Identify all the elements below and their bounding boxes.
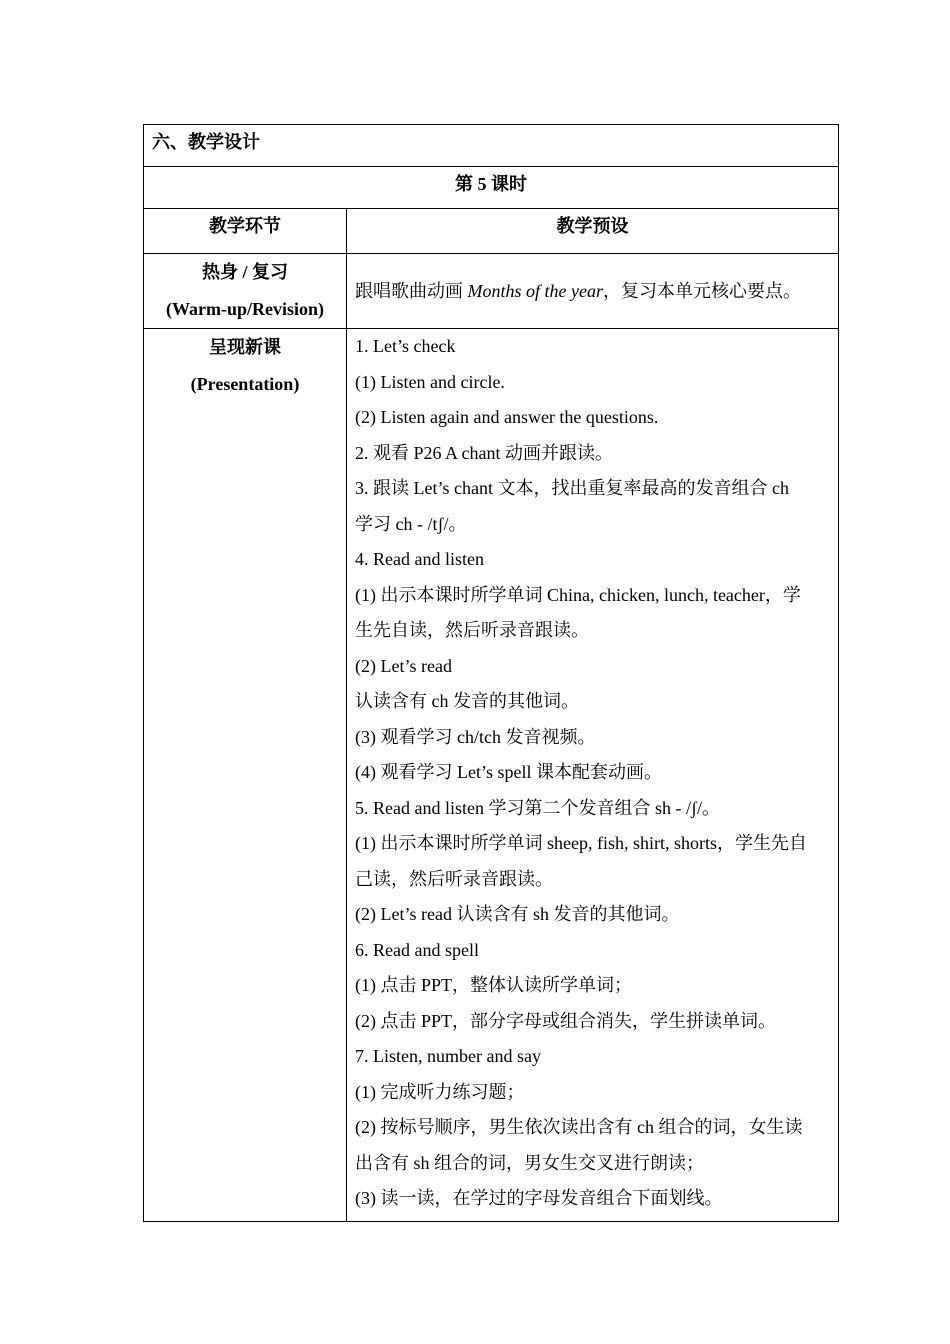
section-title: 六、教学设计 (144, 125, 839, 167)
presentation-line: (1) Listen and circle. (355, 371, 505, 392)
warmup-stage (144, 254, 347, 329)
presentation-line: 4. Read and listen (355, 549, 484, 569)
section-title-row (144, 125, 839, 167)
header-stage: 教学环节 (144, 209, 347, 254)
warmup-text-before: 跟唱歌曲动画 (355, 280, 468, 301)
presentation-line: 出含有 sh 组合的词，男女生交叉进行朗读； (355, 1152, 705, 1173)
warmup-name-en: (Warm-up/Revision) (165, 299, 324, 319)
presentation-name-en: (Presentation) (190, 374, 300, 394)
header-row (144, 209, 839, 254)
presentation-line: 5. Read and listen 学习第二个发音组合 sh - /ʃ/。 (355, 797, 720, 818)
warmup-text-after: ，复习本单元核心要点。 (602, 280, 801, 301)
presentation-line: 认读含有 ch 发音的其他词。 (355, 691, 579, 711)
header-plan: 教学预设 (347, 209, 839, 254)
presentation-line: (1) 出示本课时所学单词 sheep, fish, shirt, shorts，学生先自 (355, 833, 807, 853)
presentation-line: (1) 出示本课时所学单词 China, chicken, lunch, teacher，学 (355, 584, 801, 605)
presentation-line: 生先自读，然后听录音跟读。 (355, 620, 589, 640)
lesson-number-row (144, 167, 839, 209)
presentation-content (347, 329, 839, 1222)
warmup-row (144, 254, 839, 329)
presentation-line: 2. 观看 P26 A chant 动画并跟读。 (355, 442, 614, 463)
presentation-line: 3. 跟读 Let’s chant 文本，找出重复率最高的发音组合 ch (355, 478, 789, 498)
presentation-line: (1) 点击 PPT，整体认读所学单词； (355, 975, 633, 995)
presentation-line: 6. Read and spell (355, 939, 479, 960)
presentation-line: 学习 ch - /tʃ/。 (355, 513, 467, 534)
lesson-plan-table (143, 124, 839, 1222)
presentation-row (144, 329, 839, 1222)
presentation-line: (2) 点击 PPT，部分字母或组合消失，学生拼读单词。 (355, 1010, 777, 1031)
presentation-name-cn: 呈现新课 (209, 337, 281, 357)
presentation-line: (3) 读一读，在学过的字母发音组合下面划线。 (355, 1188, 723, 1208)
presentation-line: 己读，然后听录音跟读。 (355, 868, 553, 889)
lesson-number: 第 5 课时 (144, 167, 839, 209)
warmup-name-cn: 热身 / 复习 (201, 262, 288, 282)
presentation-line: 1. Let’s check (355, 336, 456, 356)
presentation-line: (2) Listen again and answer the questions. (355, 407, 659, 427)
lesson-plan-page (143, 124, 838, 1222)
presentation-line: (2) 按标号顺序，男生依次读出含有 ch 组合的词，女生读 (355, 1117, 803, 1137)
presentation-line: (2) Let’s read 认读含有 sh 发音的其他词。 (355, 904, 680, 924)
presentation-line: (1) 完成听力练习题； (355, 1081, 525, 1102)
presentation-stage (144, 329, 347, 1222)
warmup-content (347, 254, 839, 329)
presentation-line: (2) Let’s read (355, 655, 452, 676)
song-title: Months of the year (467, 280, 603, 301)
presentation-line: (3) 观看学习 ch/tch 发音视频。 (355, 726, 596, 747)
presentation-line: (4) 观看学习 Let’s spell 课本配套动画。 (355, 762, 662, 782)
presentation-line: 7. Listen, number and say (355, 1046, 541, 1066)
